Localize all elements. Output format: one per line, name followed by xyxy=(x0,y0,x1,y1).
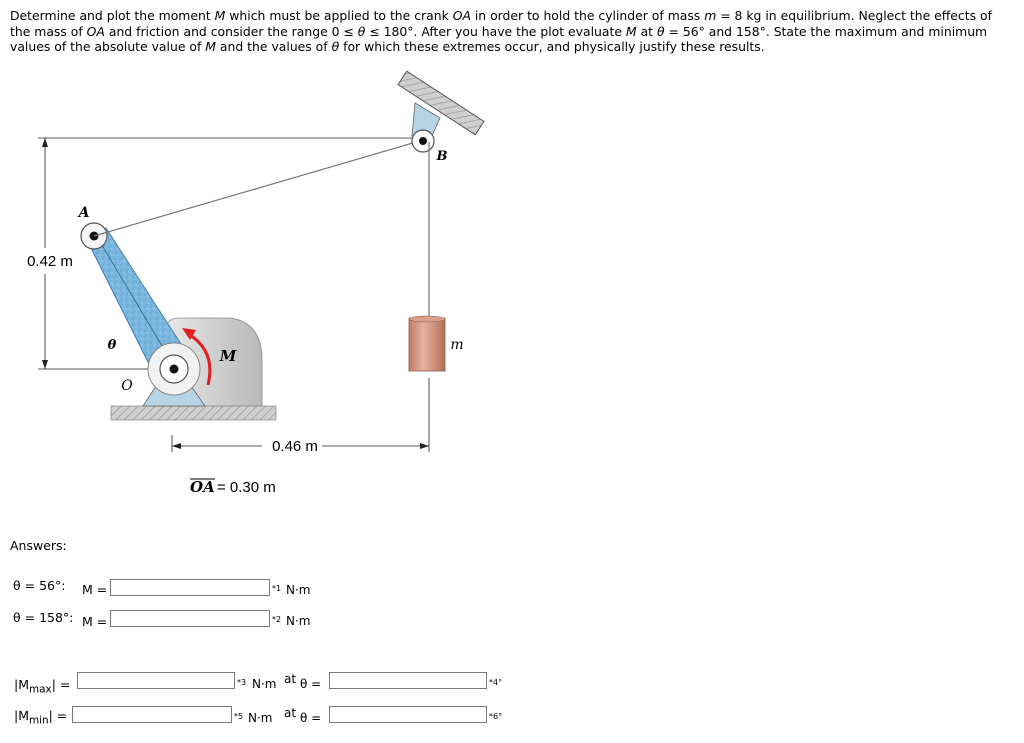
row3-theta-eq: θ = xyxy=(300,677,322,691)
row1-m-label: M = xyxy=(82,582,108,597)
m-at-158-input[interactable] xyxy=(110,610,270,627)
row2-unit: N·m xyxy=(286,614,311,628)
problem-var: M xyxy=(205,39,216,54)
theta-max-input[interactable] xyxy=(329,672,487,689)
answers-title: Answers: xyxy=(10,538,67,553)
row1-theta-label: θ = 56°: xyxy=(13,578,66,593)
problem-text: at xyxy=(636,23,657,39)
row2-m-label: M = xyxy=(82,614,108,629)
mmin-label-start: |M xyxy=(14,708,29,723)
problem-text: and friction and consider the range 0 ≤ xyxy=(104,23,358,39)
mmax-input[interactable] xyxy=(77,672,235,689)
problem-text: = 8 kg in equilibrium. Neglect the effects of the mass of xyxy=(10,8,992,39)
row3-note: *3 xyxy=(237,678,247,687)
problem-statement xyxy=(10,8,1016,55)
row4-unit: N·m xyxy=(248,711,273,725)
problem-text: in order to hold the cylinder of mass xyxy=(470,8,705,23)
label-o: O xyxy=(121,378,133,394)
height-dim-label: 0.42 m xyxy=(27,253,73,270)
horizontal-dim-label: 0.46 m xyxy=(272,438,318,455)
label-a: A xyxy=(78,205,90,221)
problem-var: OA xyxy=(86,23,105,39)
label-b: B xyxy=(436,149,448,164)
problem-var: m xyxy=(704,8,717,23)
problem-var: OA xyxy=(452,8,471,23)
problem-text: which must be applied to the crank xyxy=(225,8,453,23)
row2-theta-label: θ = 158°: xyxy=(13,610,74,625)
ceiling-support xyxy=(398,71,484,140)
mmin-label-sub: min xyxy=(29,714,49,727)
row4-theta-eq: θ = xyxy=(300,711,322,725)
row2-note: *2 xyxy=(272,615,282,624)
pulley-b xyxy=(412,130,434,152)
problem-var: M xyxy=(625,23,637,39)
mmax-label-start: |M xyxy=(14,677,29,692)
pulley-o xyxy=(148,343,200,395)
problem-var: θ xyxy=(331,39,340,54)
mmax-label-sub: max xyxy=(29,683,52,696)
mmax-label xyxy=(14,677,70,696)
oa-label: OA xyxy=(190,478,215,496)
mmin-input[interactable] xyxy=(72,706,232,723)
row3-unit: N·m xyxy=(252,677,277,691)
row1-note: *1 xyxy=(272,584,282,593)
cable-ab xyxy=(94,140,423,236)
problem-text: for which these extremes occur, and physically justify these results. xyxy=(339,39,765,54)
m-at-56-input[interactable] xyxy=(110,579,270,596)
oa-value: = 0.30 m xyxy=(217,479,276,496)
row4-theta-note: *6° xyxy=(489,712,503,721)
problem-var: θ xyxy=(357,23,366,39)
theta-min-input[interactable] xyxy=(329,706,487,723)
row4-note: *5 xyxy=(234,712,244,721)
row4-at: at xyxy=(284,706,297,720)
problem-var: M xyxy=(214,8,226,23)
mmin-label-end: | = xyxy=(48,708,68,723)
problem-text: ≤ 180°. After you have the plot evaluate xyxy=(365,23,626,39)
label-theta: θ xyxy=(107,338,117,353)
cylinder-mass xyxy=(409,316,445,371)
problem-text: and the values of xyxy=(215,39,332,54)
row3-at: at xyxy=(284,672,297,686)
row3-theta-note: *4° xyxy=(489,678,503,687)
problem-text: Determine and plot the moment xyxy=(10,8,215,23)
mmax-label-end: | = xyxy=(51,677,71,692)
mmin-label xyxy=(14,708,67,727)
problem-var: θ xyxy=(656,23,665,39)
label-moment: M xyxy=(219,347,237,365)
problem-text: = 56° and 158°. State the maximum and minimum values of the absolute value of xyxy=(10,23,988,54)
row1-unit: N·m xyxy=(286,583,311,597)
label-mass: m xyxy=(450,337,464,353)
crank-figure xyxy=(0,60,520,510)
